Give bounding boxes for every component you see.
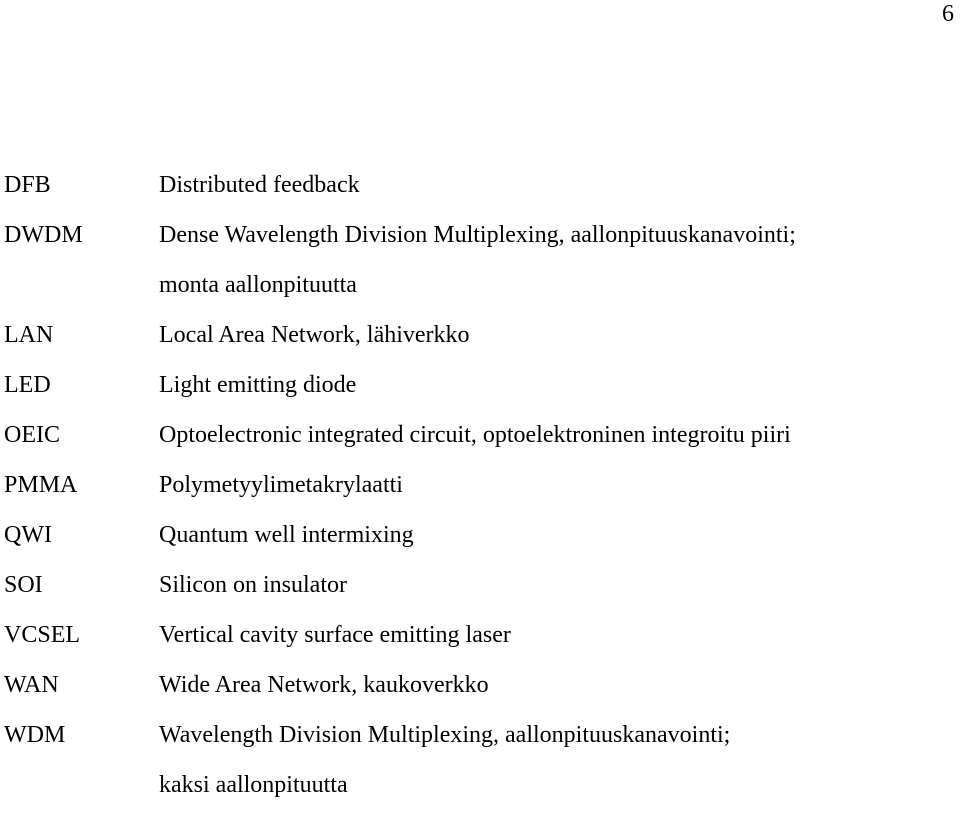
abbreviation-entry xyxy=(4,372,954,422)
abbreviation-term: WDM xyxy=(4,722,66,748)
abbreviation-entry xyxy=(4,572,954,622)
abbreviation-term: VCSEL xyxy=(4,622,81,648)
definition-line: Optoelectronic integrated circuit, optoelektroninen integroitu piiri xyxy=(159,422,791,448)
page-number: 6 xyxy=(942,1,954,27)
abbreviation-definition xyxy=(159,672,954,722)
abbreviation-term: QWI xyxy=(4,522,52,548)
abbreviation-definition xyxy=(159,622,954,672)
abbreviation-term: LAN xyxy=(4,322,54,348)
definition-line: Local Area Network, lähiverkko xyxy=(159,322,470,348)
abbreviation-entry xyxy=(4,672,954,722)
abbreviation-term: DFB xyxy=(4,172,51,198)
abbreviation-term: SOI xyxy=(4,572,43,598)
definition-line: Distributed feedback xyxy=(159,172,360,198)
definition-line: monta aallonpituutta xyxy=(159,272,357,298)
abbreviation-definition xyxy=(159,522,954,572)
abbreviation-definition xyxy=(159,722,954,822)
definition-line: Vertical cavity surface emitting laser xyxy=(159,622,511,648)
abbreviation-entry xyxy=(4,222,954,322)
abbreviation-definition xyxy=(159,572,954,622)
abbreviation-term: WAN xyxy=(4,672,59,698)
definition-line: Light emitting diode xyxy=(159,372,357,398)
abbreviation-entry xyxy=(4,172,954,222)
abbreviation-entry xyxy=(4,722,954,822)
definition-line: kaksi aallonpituutta xyxy=(159,772,348,798)
definition-line: Polymetyylimetakrylaatti xyxy=(159,472,403,498)
definition-line: Silicon on insulator xyxy=(159,572,347,598)
abbreviation-list xyxy=(4,172,954,822)
definition-line: Quantum well intermixing xyxy=(159,522,414,548)
abbreviation-definition xyxy=(159,372,954,422)
abbreviation-entry xyxy=(4,422,954,472)
abbreviation-definition xyxy=(159,222,954,322)
abbreviation-term: LED xyxy=(4,372,51,398)
definition-line: Wide Area Network, kaukoverkko xyxy=(159,672,489,698)
abbreviation-definition xyxy=(159,422,954,472)
abbreviation-definition xyxy=(159,172,954,222)
abbreviation-term: PMMA xyxy=(4,472,78,498)
abbreviation-entry xyxy=(4,322,954,372)
abbreviation-term: OEIC xyxy=(4,422,60,448)
definition-line: Wavelength Division Multiplexing, aallonpituuskanavointi; xyxy=(159,722,731,748)
abbreviation-entry xyxy=(4,622,954,672)
abbreviation-definition xyxy=(159,472,954,522)
abbreviation-definition xyxy=(159,322,954,372)
abbreviation-term: DWDM xyxy=(4,222,83,248)
abbreviation-entry xyxy=(4,472,954,522)
definition-line: Dense Wavelength Division Multiplexing, aallonpituuskanavointi; xyxy=(159,222,796,248)
abbreviation-entry xyxy=(4,522,954,572)
